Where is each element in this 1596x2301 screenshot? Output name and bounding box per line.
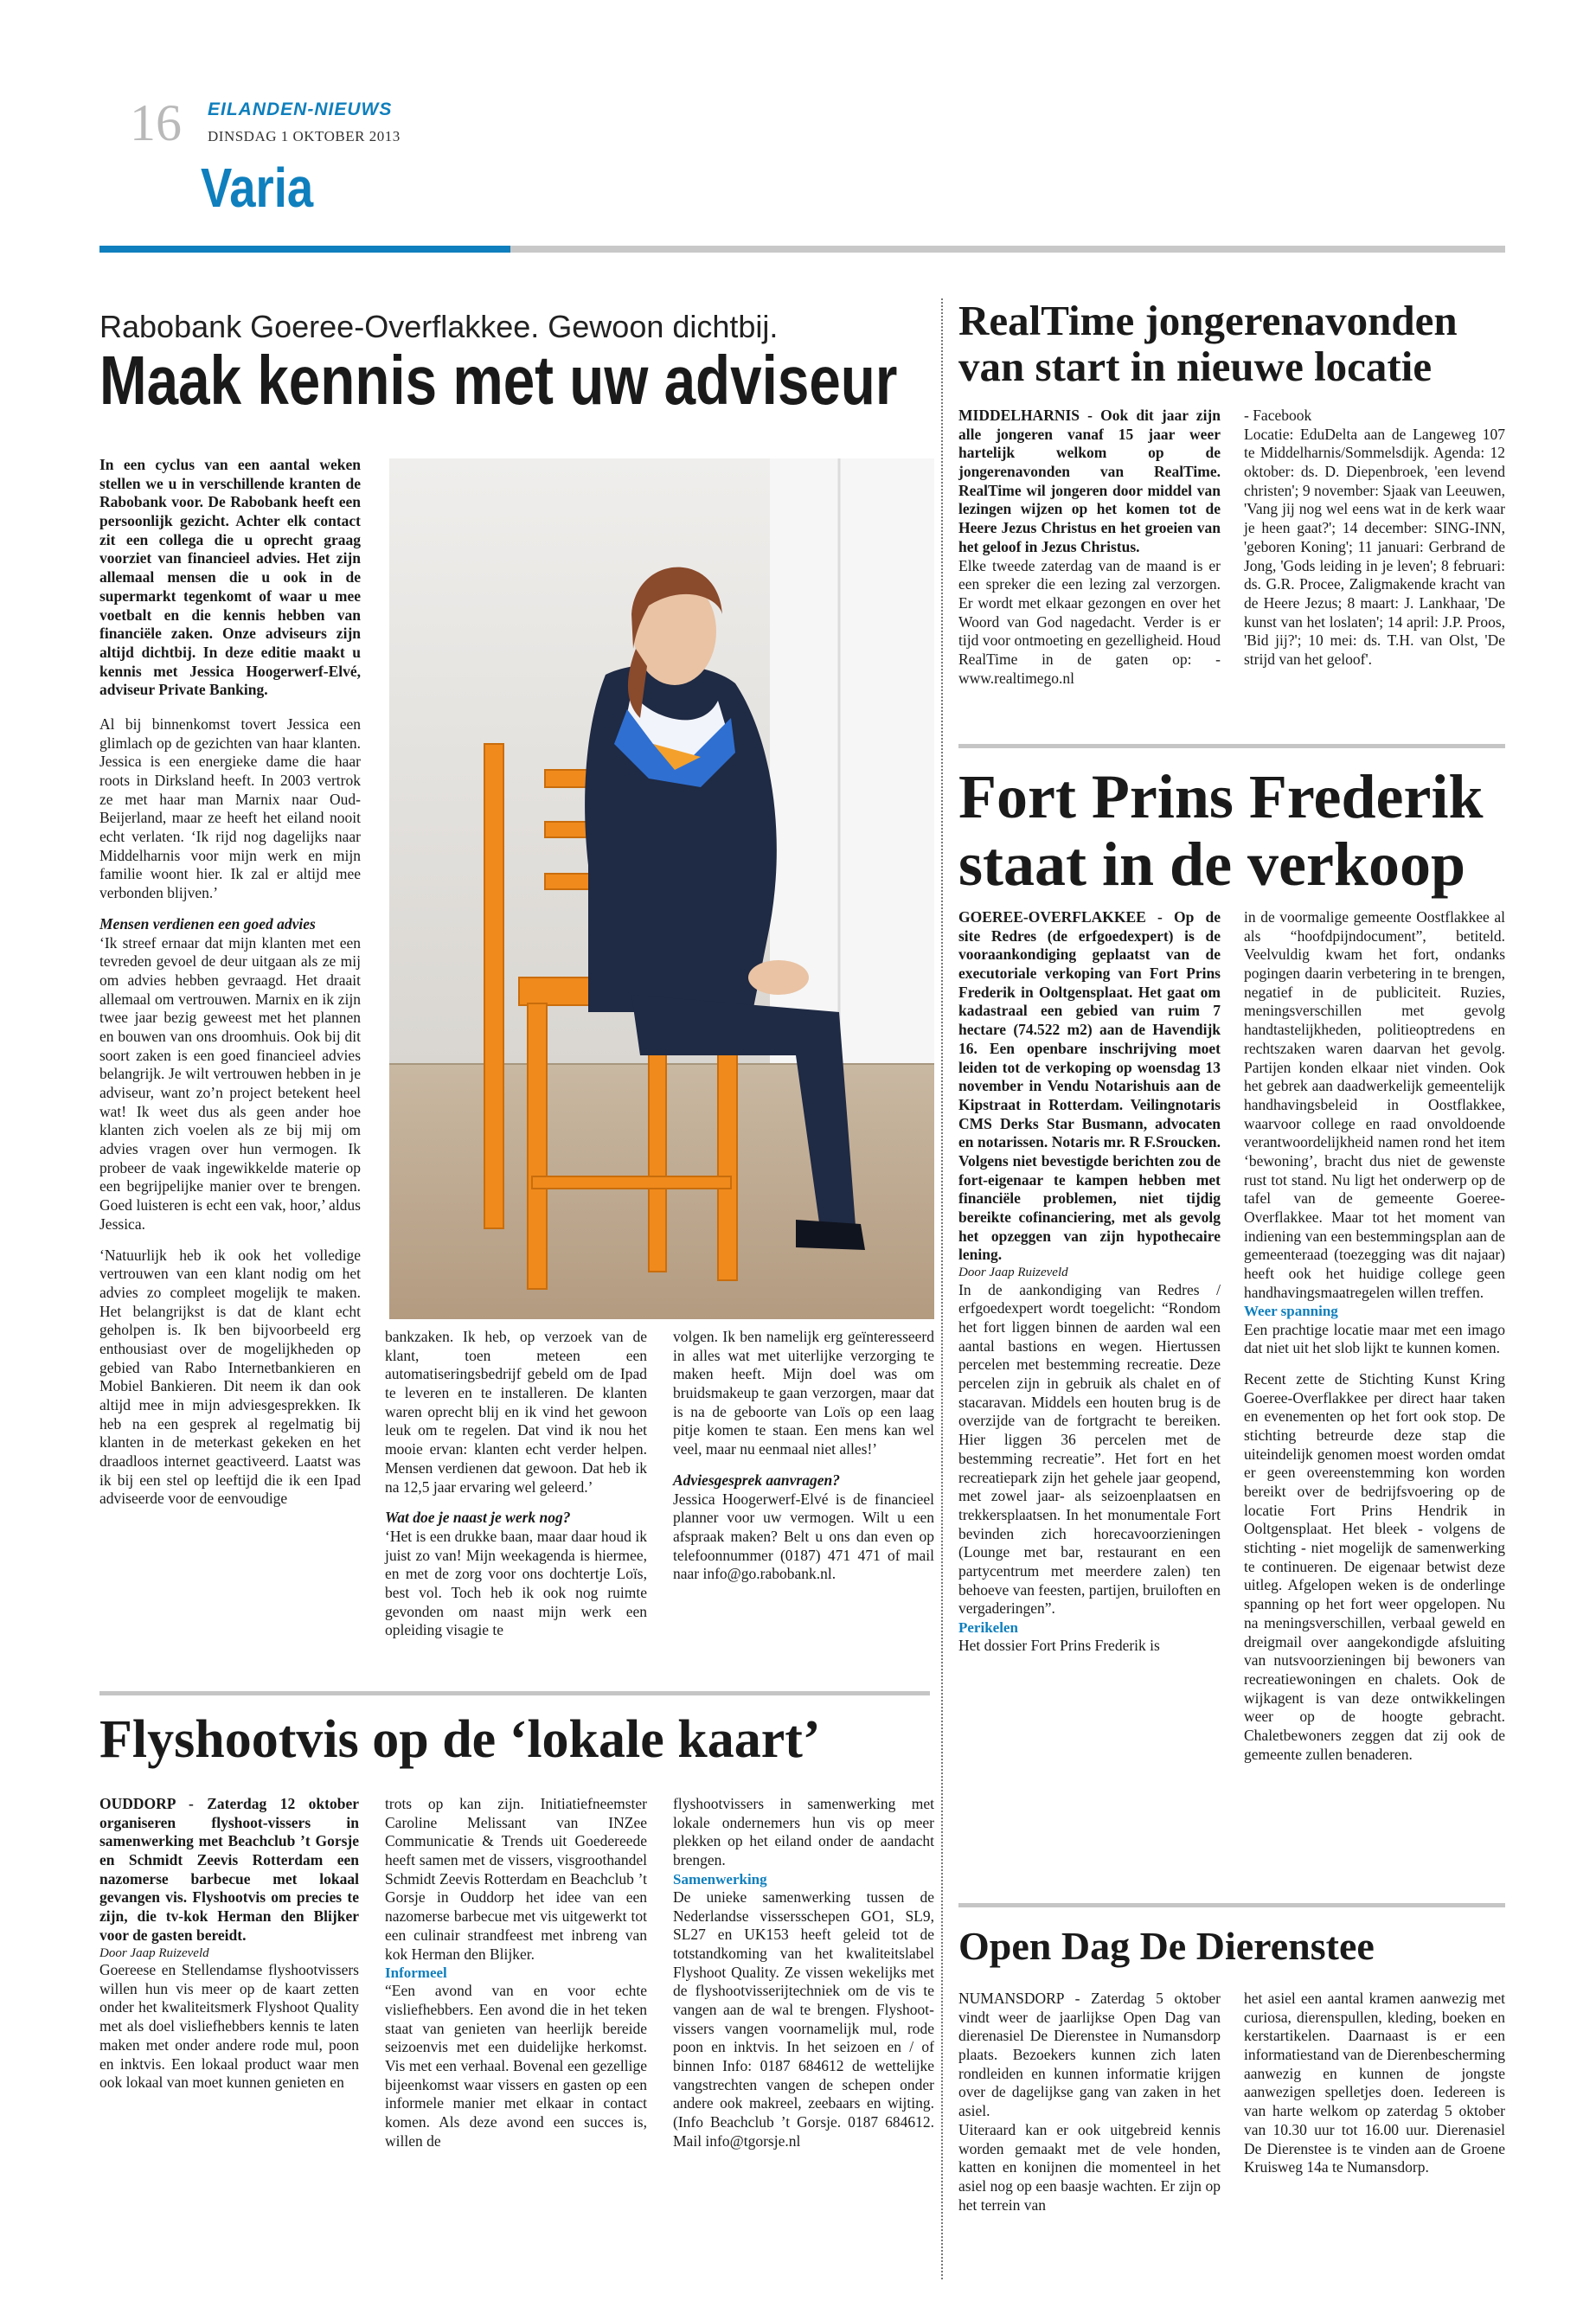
masthead: EILANDEN-NIEUWS [208,99,393,119]
flyshoot-column-1 [99,1795,359,2093]
rabobank-subhead: Adviesgesprek aanvragen? [673,1471,840,1489]
article-divider [958,744,1505,748]
dierenstee-headline: Open Dag De Dierenstee [958,1924,1375,1968]
rabobank-column-1 [99,456,361,1509]
fort-column-1 [958,908,1221,1656]
realtime-paragraph: Locatie: EduDelta aan de Langeweg 107 te Middelharnis/Sommelsdijk. Agenda: 12 oktober: ds. D. Diepenbroek, 'een levend christen'; 9 november: Sjaak van Leeuwen, 'Vang jij nog wel eens wat in de kerk waar je heen gaat?'; 14 december: SING-INN, 'geboren Koning'; 11 januari: Gerbrand de Jong, 'Gods leiding in je leven'; 8 februari: ds. G.R. Procee, Zaligmakende kracht van de Heere Jezus; 8 maart: J. Lankhaar, 'De kunst van het loslaten'; 14 april: J.P. Proos, 'Bid jij?'; 10 mei: ds. T.H. van Olst, 'De strijd van het geloof'. [1244,425,1505,668]
dierenstee-paragraph: Uiteraard kan er ook uitgebreid kennis worden gemaakt met de vele honden, katten en konijnen die momenteel in het asiel nog op een baasje wachten. Er zijn op het terrein van [958,2120,1221,2214]
flyshoot-headline: Flyshootvis op de ‘lokale kaart’ [99,1710,821,1769]
publication-date: DINSDAG 1 OKTOBER 2013 [208,128,401,144]
section-title: Varia [201,157,314,219]
rabobank-subhead: Mensen verdienen een goed advies [99,914,316,933]
realtime-paragraph: - Facebook [1244,407,1312,424]
rabobank-paragraph: ‘Ik streef ernaar dat mijn klanten met een tevreden gevoel de deur uitgaan als ze mij om advies hebben gevraagd. Het draait allemaal om vertrouwen. Marnix en ik zijn twee jaar bezig geweest met het plannen en bouwen van ons droomhuis. Ook bij dit soort zaken is een goed financieel advies belangrijk. Je wilt vertrouwen hebben in je adviseur, want zo’n project betekent heel wat! Ik weet dus als geen ander hoe klanten zich voelen als ze bij mij om advies vragen over hun vermogen. Ik probeer de vaak ingewikkelde materie op een begrijpelijke manier over te brengen. Goed luisteren is echt een vak, hoor,’ aldus Jessica. [99,933,361,1233]
article-divider [99,1691,930,1695]
section-rule-accent [99,246,510,253]
fort-headline-line-1: Fort Prins Frederik [958,762,1484,831]
flyshoot-lead: OUDDORP - Zaterdag 12 oktober organiseren flyshoot-vissers in samenwerking met Beachclub ’t Gorsje en Schmidt Zeevis Rotterdam een nazomerse barbecue met lokaal gevangen vis. Flyshootvis om precies te zijn, die tv-kok Herman den Blijker voor de gasten bereidt. [99,1795,359,1944]
dierenstee-paragraph: NUMANSDORP - Zaterdag 5 oktober vindt weer de jaarlijkse Open Dag van dierenasiel De Dierenstee in Numansdorp plaats. Bezoekers kunnen zich laten rondleiden en kunnen informatie krijgen over de dagelijkse gang van zaken in het asiel. [958,1990,1221,2120]
article-divider [958,1903,1505,1907]
rabobank-headline: Maak kennis met uw adviseur [99,342,898,419]
page-number: 16 [130,94,182,151]
rabobank-tagline: Rabobank Goeree-Overflakkee. Gewoon dichtbij. [99,309,779,344]
flyshoot-paragraph: trots op kan zijn. Initiatiefneemster Caroline Melissant van INZee Communicatie & Trends uit Goedereede heeft samen met de vissers, visgroothandel Schmidt Zeevis Rotterdam en Beachclub ’t Gorsje in Ouddorp het idee van een nazomerse barbecue met vis uitgewerkt tot een culinair strandfeest met inbreng van kok Herman den Blijker. [385,1795,647,1963]
rabobank-paragraph: Jessica Hoogerwerf-Elvé is de financieel planner voor uw vermogen. Wilt u een afspraak maken? Belt u ons dan even op telefoonnummer (0187) 471 471 of mail naar info@go.rabobank.nl. [673,1490,934,1583]
adviser-photo-illustration [389,458,934,1319]
flyshoot-paragraph: De unieke samenwerking tussen de Nederlandse vissersschepen GO1, SL9, SL27 en UK153 heeft geleid tot de totstandkoming van het kwaliteitslabel Flyshoot Quality. Ze vissen wekelijks met de flyshootvisserijtechniek om de vis te vangen aan de wal te brengen. Flyshoot-vissers vangen voornamelijk mul, rode poon en inktvis. In het seizoen en / of binnen Info: 0187 684612 de wettelijke vangstrechten vangen de schepen onder andere ook makreel, zeebaars en wijting. (Info Beachclub ’t Gorsje. 0187 684612. Mail info@tgorsje.nl [673,1888,934,2150]
column-divider [941,298,943,2279]
fort-paragraph: Recent zette de Stichting Kunst Kring Goeree-Overflakkee per direct haar taken en evenementen op het fort ook stop. De stichting betreurde deze stap die uiteindelijk genomen moest worden omdat er geen overeenstemming kon worden bereikt over de bedrijfsvoering op de locatie Fort Prins Hendrik in Ooltgensplaat. Het bleek - volgens de stichting - niet mogelijk de samenwerking te continueren. De eigenaar betwist deze uitleg. Afgelopen weken is de onderlinge spanning op het fort weer opgelopen. Nu na meningsverschillen, verbaal geweld en dreigmail over aangekondigde afsluiting van nutsvoorzieningen bij bewoners van recreatiewoningen en chalets. Ook de wijkagent is van deze ontwikkelingen weer op de hoogte gebracht. Chaletbewoners zeggen dat zij ook de gemeente zullen benaderen. [1244,1369,1505,1763]
fort-paragraph: in de voormalige gemeente Oostflakkee al als “hoofdpijndocument”, betiteld. Veelvuldig kwam het fort, ondanks pogingen daarin verbetering in te brengen, negatief in de publiciteit. Ruzies, meningsverschillen met gevolg handtastelijkheden, politieoptredens en rechtszaken waren daarvan het gevolg. Partijen konden elkaar niet vinden. Ook het gebrek aan daadwerkelijk gemeentelijk handhavingsbeleid in Oostflakkee, waarvoor college en raad onvoldoende verantwoordelijkheid namen rond het item ‘bewoning’, bracht dus niet de gewenste rust tot stand. Nu ligt het onderwerp op de tafel van de gemeente Goeree-Overflakkee. Maar tot het moment van indiening van een bestemmingsplan aan de gemeenteraad (toezegging was dit najaar) heeft ook het huidige college geen handhavingsmaatregelen willen treffen. [1244,908,1505,1301]
fort-byline: Door Jaap Ruizeveld [958,1266,1068,1280]
rabobank-paragraph: bankzaken. Ik heb, op verzoek van de klant, toen meteen een automatiseringsbedrijf gebeld om de Ipad te leveren en te installeren. De klanten waren oprecht blij en ik vind het gewoon leuk om te regelen. Dat vind ik nou het mooie ervan: klanten echt verder helpen. Mensen verdienen dat gewoon. Dat heb ik na 12,5 jaar ervaring wel geleerd.’ [385,1328,647,1496]
dierenstee-paragraph: het asiel een aantal kramen aanwezig met curiosa, dierenspullen, kleding, boeken en kerstartikelen. Daarnaast is er een informatiestand van de Dierenbescherming aanwezig en kunnen de jongste aanwezigen spelletjes doen. Iedereen is van harte welkom op zaterdag 5 oktober van 10.30 uur tot 16.00 uur. Dierenasiel De Dierenstee is te vinden aan de Groene Kruisweg 14a te Numansdorp. [1244,1990,1505,2176]
flyshoot-column-3 [673,1795,934,2150]
flyshoot-subhead: Samenwerking [673,1870,767,1888]
realtime-headline-line-1: RealTime jongerenavonden [958,297,1458,344]
fort-subhead: Weer spanning [1244,1303,1338,1320]
realtime-lead: MIDDELHARNIS - Ook dit jaar zijn alle jongeren vanaf 15 jaar weer hartelijk welkom op de jongerenavonden van RealTime. RealTime wil jongeren door middel van lezingen wijzen op het komen tot de Heere Jezus Christus en het groeien van het geloof in Jezus Christus. [958,407,1221,555]
rabobank-paragraph: Al bij binnenkomst tovert Jessica een glimlach op de gezichten van haar klanten. Jessica is een energieke dame die haar roots in Dirksland heeft. In 2003 vertrok ze met haar man Marnix naar Oud-Beijerland, maar ze heeft het eiland nooit echt verlaten. ‘Ik rijd nog dagelijks naar Middelharnis voor mijn werk en mijn familie woont hier. Ik zal er altijd mee verbonden blijven.’ [99,715,361,902]
fort-paragraph: Het dossier Fort Prins Frederik is [958,1637,1160,1655]
dierenstee-column-2 [1244,1990,1505,2177]
rabobank-paragraph: ‘Natuurlijk heb ik ook het volledige vertrouwen van een klant nodig om het advies zo compleet mogelijk te maken. Het belangrijkst is dat de klant echt geholpen is. Ik ben bijvoorbeeld erg enthousiast over de mogelijkheden op gebied van Rabo Internetbankieren en Mobiel Bankieren. Dit neem ik dan ook altijd mee in mijn adviesgesprekken. Ik heb na een gesprek al regelmatig bij klanten in de meterkast gekeken en het draadloos internet geactiveerd. Laatst was ik bij een stel op leeftijd die ik een Ipad adviseerde voor de eenvoudige [99,1246,361,1508]
realtime-column-1 [958,407,1221,688]
flyshoot-column-2 [385,1795,647,2150]
flyshoot-paragraph: flyshootvissers in samenwerking met lokale ondernemers hun vis op meer plekken op het eiland onder de aandacht brengen. [673,1795,934,1869]
flyshoot-paragraph: “Een avond van en voor echte visliefhebbers. Een avond die in het teken staat van genieten van heerlijk bereide seizoenvis met een duidelijke herkomst. Vis met een verhaal. Bovenal een gezellige bijeenkomst waar vissers en gasten op een informele manier met elkaar in contact komen. Als deze avond een succes is, willen de [385,1982,647,2150]
fort-paragraph: In de aankondiging van Redres / erfgoedexpert wordt toegelicht: “Rondom het fort liggen binnen de aarden wal een aantal bastions en wegen. Hiertussen percelen met bestemming recreatie. Deze percelen zijn in gebruik als chalet en of stacaravan. Middels een houten brug is de overzijde van de fortgracht te bereiken. Hier liggen 36 percelen met de bestemming recreatie”. Het fort en het recreatiepark zijn het gehele jaar geopend, met zowel jaar- als seizoenplaatsen en trekkersplaatsen. In het monumentale Fort bevinden zich horecavoorzieningen (Lounge met bar, restaurant en een partycentrum met meerdere zalen) ten behoeve van feesten, partijen, bruiloften en vergaderingen”. [958,1280,1221,1618]
rabobank-lead: In een cyclus van een aantal weken stellen we u in verschillende kranten de Rabobank voor. De Rabobank heeft een persoonlijk gezicht. Achter elk contact zit een collega die u oprecht graag voorziet van financieel advies. Het zijn allemaal mensen die u ook in de supermarkt tegenkomt of waar u mee voetbalt en die kennis hebben van financiële zaken. Onze adviseurs zijn altijd dichtbij. In deze editie maakt u kennis met Jessica Hoogerwerf-Elvé, adviseur Private Banking. [99,456,361,699]
fort-paragraph: Een prachtige locatie maar met een imago dat niet uit het slob lijkt te kunnen komen. [1244,1320,1505,1357]
fort-lead: GOEREE-OVERFLAKKEE - Op de site Redres (de erfgoedexpert) is de vooraankondiging geplaatst van de executoriale verkoping van Fort Prins Frederik in Ooltgensplaat. Het gaat om kadastraal een gebied van ruim 7 hectare (74.522 m2) aan de Havendijk 16. Een openbare inschrijving moet leiden tot de verkoping op woensdag 13 november in Vendu Notarishuis aan de Kipstraat in Rotterdam. Veilingnotaris CMS Derks Star Busmann, advocaten en notarissen. Notaris mr. R F.Sroucken. Volgens niet bevestigde berichten zou de fort-eigenaar te kampen hebben met financiële problemen, niet tijdig bereikte cofinanciering, met als gevolg het opzeggen van zijn hypothecaire lening. [958,908,1221,1264]
rabobank-subhead: Wat doe je naast je werk nog? [385,1509,571,1527]
realtime-headline [958,298,1458,390]
rabobank-column-3 [673,1328,934,1584]
fort-headline [958,764,1484,899]
flyshoot-paragraph: Goereese en Stellendamse flyshootvissers willen hun vis meer op de kaart zetten onder het kwaliteitsmerk Flyshoot Quality met als doel visliefhebbers kennis te laten maken met onder andere rode mul, poon en inktvis. Een lokaal product waar men ook lokaal van moet kunnen genieten en [99,1961,359,2092]
fort-headline-line-2: staat in de verkoop [958,829,1466,899]
rabobank-column-2 [385,1328,647,1640]
realtime-paragraph: Elke tweede zaterdag van de maand is er een spreker die een lezing zal verzorgen. Er wordt met elkaar gezongen en over het Woord van God nagedacht. Verder is er tijd voor ontmoeting en gezelligheid. Houd RealTime in de gaten op: - www.realtimego.nl [958,556,1221,687]
realtime-column-2 [1244,407,1505,670]
realtime-headline-line-2: van start in nieuwe locatie [958,342,1433,390]
fort-subhead: Perikelen [958,1619,1018,1637]
rabobank-paragraph: volgen. Ik ben namelijk erg geïnteresseerd in alles wat met uiterlijke verzorging te maken heeft. Mijn doel was om bruidsmakeup te gaan verzorgen, maar dat is na de geboorte van Loïs op een laag pitje komen te staan. Een mens kan wel veel, maar nu eenmaal niet alles!’ [673,1328,934,1458]
flyshoot-byline: Door Jaap Ruizeveld [99,1945,209,1960]
rabobank-paragraph: ‘Het is een drukke baan, maar daar houd ik juist zo van! Mijn weekagenda is hiermee, en met de zorg voor ons dochtertje Loïs, best vol. Toch heb ik ook nog ruimte gevonden om naast mijn werk een opleiding visagie te [385,1527,647,1639]
dierenstee-column-1 [958,1990,1221,2214]
flyshoot-subhead: Informeel [385,1965,447,1982]
adviser-photo [389,458,934,1319]
fort-column-2 [1244,908,1505,1764]
